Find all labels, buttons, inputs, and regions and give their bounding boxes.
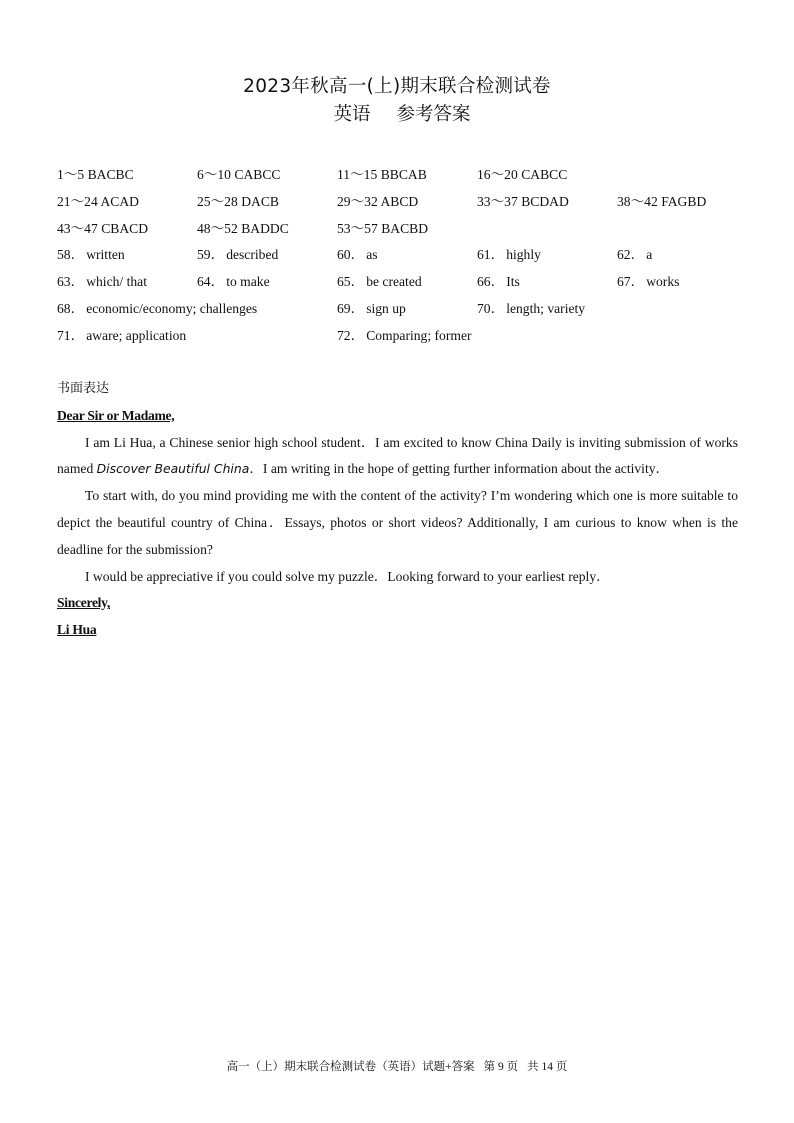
answer-number: 65．: [337, 274, 365, 290]
answer-text: BACBC: [87, 167, 134, 182]
answer-text: a: [646, 247, 653, 263]
answer-row: [57, 162, 757, 189]
answer-text: length; variety: [506, 300, 586, 316]
answer-text: BCDAD: [521, 193, 569, 209]
answer-text: described: [226, 247, 279, 263]
answer-text: Its: [506, 274, 520, 290]
answer-item: [197, 216, 289, 243]
answer-item: [477, 162, 567, 189]
answer-item: [477, 296, 585, 323]
exam-subtitle: [0, 102, 794, 128]
answer-row: [57, 189, 757, 216]
answer-row: [57, 323, 757, 350]
answer-number: 48～52: [197, 220, 238, 236]
activity-title: Discover Beautiful China: [96, 461, 250, 477]
answer-item: [337, 162, 427, 189]
answer-item: [337, 323, 472, 350]
answer-number: 63．: [57, 274, 85, 290]
document-header: [0, 74, 794, 128]
answer-item: [617, 189, 706, 216]
answer-number: 25～28: [197, 193, 238, 209]
answer-number: 71．: [57, 327, 85, 343]
paragraph-text: ．I am writing in the hope of getting further information about the activity．: [249, 461, 670, 477]
answer-text: CABCC: [521, 167, 568, 182]
letter-salutation: Dear Sir or Madame,: [57, 407, 175, 423]
answer-item: [197, 162, 280, 189]
answer-number: 67．: [617, 274, 645, 290]
letter-paragraph-3: I would be appreciative if you could solve my puzzle．Looking forward to your earliest reply．: [85, 568, 610, 584]
subject-label: 英语: [333, 104, 371, 125]
paragraph-text: I am Li Hua, a Chinese senior high school student．I am excited to know China Daily is inviting submission of works named: [57, 434, 738, 477]
answer-item: [477, 189, 569, 216]
answer-number: 60．: [337, 247, 365, 263]
answer-text: sign up: [366, 300, 406, 316]
answer-number: 64．: [197, 274, 225, 290]
answer-item: [57, 242, 125, 269]
answer-item: [197, 242, 278, 269]
letter-closing: Sincerely,: [57, 595, 111, 611]
answer-item: [57, 296, 257, 323]
page-footer: [0, 1058, 794, 1076]
answer-text: highly: [506, 247, 541, 263]
answer-item: [197, 269, 270, 296]
answer-number: 11～15: [337, 167, 378, 182]
answer-number: 59．: [197, 247, 225, 263]
answer-row: [57, 269, 757, 296]
answer-item: [337, 189, 418, 216]
answer-text: Comparing; former: [366, 327, 472, 343]
answer-key-label: 参考答案: [396, 104, 471, 125]
answer-number: 61．: [477, 247, 505, 263]
answer-text: FAGBD: [661, 193, 707, 209]
answer-row: [57, 216, 757, 243]
exam-title: 2023年秋高一(上)期末联合检测试卷: [243, 76, 551, 97]
answer-item: [337, 242, 378, 269]
answer-text: economic/economy; challenges: [86, 300, 258, 316]
answer-key-grid: [57, 162, 757, 350]
answer-text: to make: [226, 274, 270, 290]
answer-text: BACBD: [381, 220, 429, 236]
answer-text: BBCAB: [380, 167, 427, 182]
answer-item: [57, 162, 134, 189]
letter-signature: Li Hua: [57, 622, 97, 638]
answer-number: 58．: [57, 247, 85, 263]
answer-item: [57, 269, 147, 296]
answer-number: 66．: [477, 274, 505, 290]
letter-paragraph-1: [57, 430, 738, 484]
answer-item: [617, 242, 652, 269]
answer-number: 38～42: [617, 193, 658, 209]
answer-text: which/ that: [86, 274, 147, 290]
answer-item: [57, 189, 139, 216]
page-total: 共 14 页: [527, 1061, 568, 1073]
answer-text: written: [86, 247, 125, 263]
letter-paragraph-2: To start with, do you mind providing me with the content of the activity? I’m wondering which one is more suitable to depict the beautiful country of China．Essays, photos or short videos? Additionally, I am curious to know when is the deadline for the submission?: [57, 488, 738, 557]
section-heading: 书面表达: [57, 381, 110, 396]
answer-number: 69．: [337, 300, 365, 316]
answer-item: [337, 216, 428, 243]
answer-item: [197, 189, 279, 216]
answer-text: be created: [366, 274, 422, 290]
answer-item: [477, 242, 541, 269]
answer-text: ACAD: [100, 193, 139, 209]
answer-item: [337, 296, 406, 323]
answer-number: 21～24: [57, 193, 98, 209]
answer-number: 43～47: [57, 220, 98, 236]
answer-text: CABCC: [234, 167, 281, 182]
answer-number: 16～20: [477, 167, 518, 182]
answer-row: [57, 242, 757, 269]
page-number: 第 9 页: [483, 1061, 519, 1073]
answer-text: BADDC: [241, 220, 289, 236]
answer-number: 70．: [477, 300, 505, 316]
answer-number: 62．: [617, 247, 645, 263]
footer-document-title: 高一（上）期末联合检测试卷（英语）试题+答案: [226, 1061, 475, 1073]
answer-item: [617, 269, 679, 296]
answer-item: [477, 269, 520, 296]
answer-number: 29～32: [337, 193, 378, 209]
answer-text: CBACD: [101, 220, 149, 236]
answer-number: 53～57: [337, 220, 378, 236]
answer-number: 33～37: [477, 193, 518, 209]
answer-item: [57, 323, 186, 350]
answer-number: 68．: [57, 300, 85, 316]
answer-text: as: [366, 247, 378, 263]
answer-item: [337, 269, 422, 296]
answer-text: DACB: [241, 193, 279, 209]
answer-text: aware; application: [86, 327, 187, 343]
answer-number: 72．: [337, 327, 365, 343]
answer-number: 1～5: [57, 167, 85, 182]
answer-item: [57, 216, 148, 243]
answer-text: works: [646, 274, 680, 290]
answer-row: [57, 296, 757, 323]
writing-section: [57, 376, 738, 644]
answer-number: 6～10: [197, 167, 231, 182]
answer-text: ABCD: [380, 193, 419, 209]
